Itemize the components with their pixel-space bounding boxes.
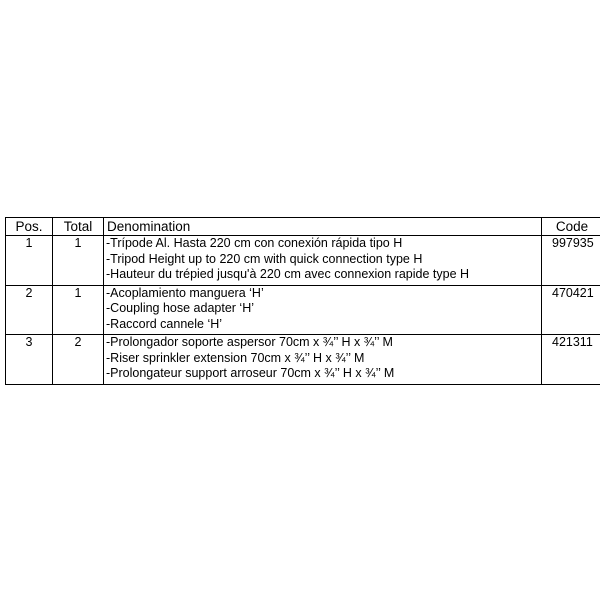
denomination-line-fr: -Prolongateur support arroseur 70cm x ¾’’ H x ¾’’ M [106, 366, 395, 380]
cell-total: 1 [53, 236, 104, 286]
denomination-line-fr: -Raccord cannele ‘H’ [106, 316, 223, 331]
cell-pos: 3 [6, 335, 53, 385]
table-header [6, 218, 600, 236]
denomination-line-es: -Trípode Al. Hasta 220 cm con conexión rápida tipo H [106, 236, 403, 250]
cell-code: 470421 [542, 285, 600, 335]
denomination-line-en: -Tripod Height up to 220 cm with quick connection type H [106, 251, 423, 266]
denomination-line-en: -Coupling hose adapter ‘H’ [106, 301, 255, 315]
cell-denomination [104, 285, 542, 335]
cell-denomination [104, 335, 542, 385]
header-code: Code [542, 218, 600, 236]
table-row [6, 335, 600, 385]
cell-total: 1 [53, 285, 104, 335]
cell-pos: 1 [6, 236, 53, 286]
header-pos: Pos. [6, 218, 53, 236]
table-row [6, 236, 600, 286]
denomination-line-fr: -Hauteur du trépied jusqu'à 220 cm avec connexion rapide type H [106, 267, 470, 281]
header-total: Total [53, 218, 104, 236]
denomination-line-en: -Riser sprinkler extension 70cm x ¾’’ H x ¾’’ M [106, 350, 365, 365]
header-denomination: Denomination [104, 218, 542, 236]
denomination-line-es: -Prolongador soporte aspersor 70cm x ¾’’ H x ¾’’ M [106, 335, 393, 349]
cell-code: 997935 [542, 236, 600, 286]
cell-denomination [104, 236, 542, 286]
cell-pos: 2 [6, 285, 53, 335]
header-row [6, 218, 600, 236]
table-row [6, 285, 600, 335]
denomination-line-es: -Acoplamiento manguera ‘H’ [106, 285, 264, 300]
table-body [6, 236, 600, 385]
parts-table [5, 217, 600, 385]
cell-total: 2 [53, 335, 104, 385]
cell-code: 421311 [542, 335, 600, 385]
